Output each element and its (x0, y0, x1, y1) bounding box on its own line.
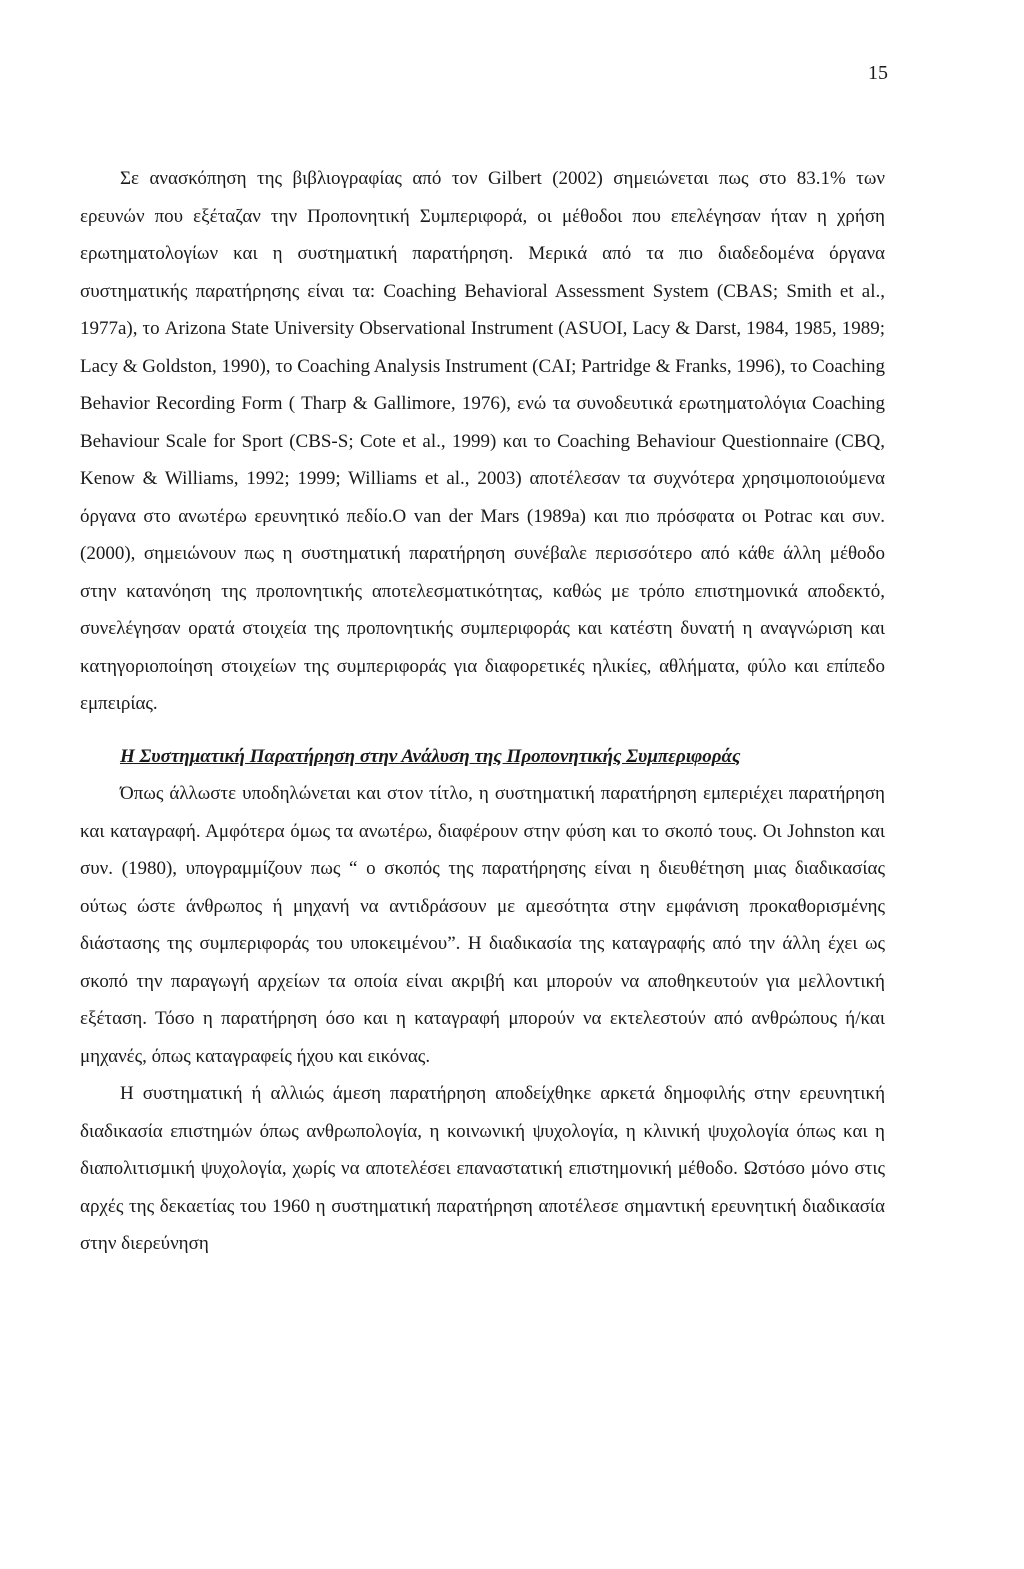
section-heading: Η Συστηματική Παρατήρηση στην Ανάλυση της Προπονητικής Συμπεριφοράς (120, 745, 741, 767)
document-body (80, 160, 885, 1263)
body-paragraph: Όπως άλλωστε υποδηλώνεται και στον τίτλο, η συστηματική παρατήρηση εμπεριέχει παρατήρηση και καταγραφή. Αμφότερα όμως τα ανωτέρω, διαφέρουν στην φύση και το σκοπό τους. Οι Johnston και συν. (1980), υπογραμμίζουν πως “ ο σκοπός της παρατήρησης είναι η διευθέτηση μιας διαδικασίας ούτως ώστε άνθρωπος ή μηχανή να αντιδράσουν με αμεσότητα στην εμφάνιση προκαθορισμένης διάστασης της συμπεριφοράς του υποκειμένου”. Η διαδικασία της καταγραφής από την άλλη έχει ως σκοπό την παραγωγή αρχείων τα οποία είναι ακριβή και μπορούν να αποθηκευτούν για μελλοντική εξέταση. Τόσο η παρατήρηση όσο και η καταγραφή μπορούν να εκτελεστούν από ανθρώπους ή/και μηχανές, όπως καταγραφείς ήχου και εικόνας. (80, 783, 885, 1067)
body-paragraph: Σε ανασκόπηση της βιβλιογραφίας από τον Gilbert (2002) σημειώνεται πως στο 83.1% των ερευνών που εξέταζαν την Προπονητική Συμπεριφορά, οι μέθοδοι που επελέγησαν ήταν η χρήση ερωτηματολογίων και η συστηματική παρατήρηση. Μερικά από τα πιο διαδεδομένα όργανα συστηματικής παρατήρησης είναι τα: Coaching Behavioral Assessment System (CBAS; Smith et al., 1977a), το Arizona State University Observational Instrument (ASUOI, Lacy & Darst, 1984, 1985, 1989; Lacy & Goldston, 1990), το Coaching Analysis Instrument (CAI; Partridge & Franks, 1996), το Coaching Behavior Recording Form ( Tharp & Gallimore, 1976), ενώ τα συνοδευτικά ερωτηματολόγια Coaching Behaviour Scale for Sport (CBS-S; Cote et al., 1999) και το Coaching Behaviour Questionnaire (CBQ, Kenow & Williams, 1992; 1999; Williams et al., 2003) αποτέλεσαν τα συχνότερα χρησιμοποιούμενα όργανα στο ανωτέρω ερευνητικό πεδίο.Ο van der Mars (1989a) και πιο πρόσφατα οι Potrac και συν. (2000), σημειώνουν πως η συστηματική παρατήρηση συνέβαλε περισσότερο από κάθε άλλη μέθοδο στην κατανόηση της προπονητικής αποτελεσματικότητας, καθώς με τρόπο επιστημονικά αποδεκτό, συνελέγησαν ορατά στοιχεία της προπονητικής συμπεριφοράς και κατέστη δυνατή η αναγνώριση και κατηγοριοποίηση στοιχείων της συμπεριφοράς για διαφορετικές ηλικίες, αθλήματα, φύλο και επίπεδο εμπειρίας. (80, 168, 885, 714)
page-number: 15 (868, 62, 888, 84)
body-paragraph: Η συστηματική ή αλλιώς άμεση παρατήρηση αποδείχθηκε αρκετά δημοφιλής στην ερευνητική διαδικασία επιστημών όπως ανθρωπολογία, η κοινωνική ψυχολογία, η κλινική ψυχολογία όπως και η διαπολιτισμική ψυχολογία, χωρίς να αποτελέσει επαναστατική επιστημονική μέθοδο. Ωστόσο μόνο στις αρχές της δεκαετίας του 1960 η συστηματική παρατήρηση αποτέλεσε σημαντική ερευνητική διαδικασία στην διερεύνηση (80, 1083, 885, 1254)
